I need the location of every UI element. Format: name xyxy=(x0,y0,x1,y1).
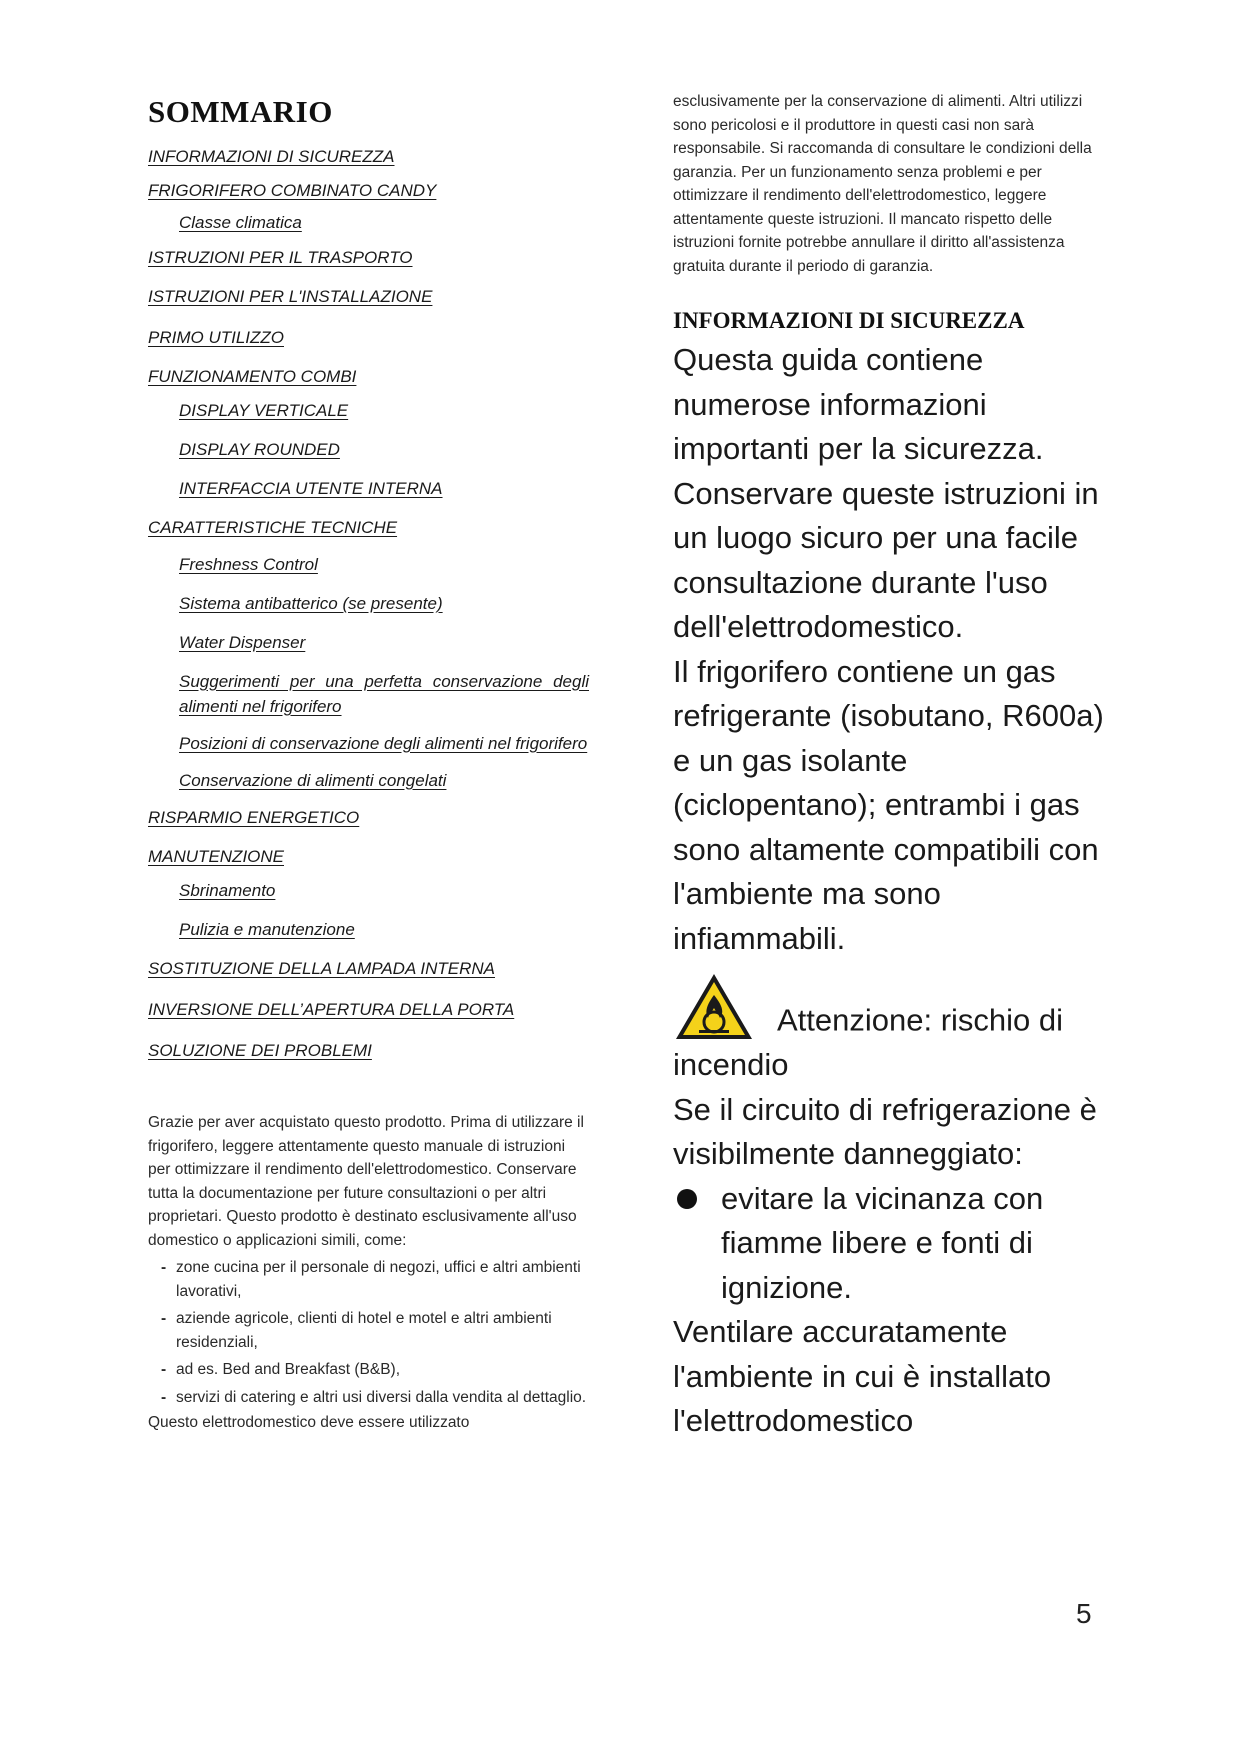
toc-item xyxy=(148,997,588,1022)
toc-link-inversione-porta[interactable]: INVERSIONE DELL’APERTURA DELLA PORTA xyxy=(148,1000,515,1019)
dash-bullet: - xyxy=(161,1388,167,1406)
continuation-paragraph: esclusivamente per la conservazione di alimenti. Altri utilizzi sono pericolosi e il produttore in questi casi non sarà responsabile. Si raccomanda di consultare le condizioni della garanzia. Per un funzionamento senza problemi e per ottimizzare il rendimento dell'elettrodomestico, leggere attentamente queste istruzioni. Il mancato rispetto delle istruzioni fornite potrebbe annullare il diritto all'assistenza gratuita durante il periodo di garanzia. xyxy=(673,93,1092,275)
warning-label: Attenzione: rischio di incendio xyxy=(673,1002,1064,1082)
list-item: - zone cucina per il personale di negozi, uffici e altri ambienti lavorativi, xyxy=(148,1256,588,1303)
dash-bullet: - xyxy=(161,1259,167,1276)
toc-item xyxy=(148,144,588,169)
circuit-text: Se il circuito di refrigerazione è visibilmente danneggiato: xyxy=(673,1091,1097,1171)
fire-warning xyxy=(673,971,1113,1088)
toc-link-informazioni-sicurezza[interactable]: INFORMAZIONI DI SICUREZZA xyxy=(148,147,395,166)
usage-list xyxy=(148,1256,588,1409)
toc-link-soluzione-problemi[interactable]: SOLUZIONE DEI PROBLEMI xyxy=(148,1041,372,1060)
intro-tail: Questo elettrodomestico deve essere utilizzato xyxy=(148,1414,470,1431)
toc-item xyxy=(148,805,588,830)
toc-link-interfaccia-utente[interactable]: INTERFACCIA UTENTE INTERNA xyxy=(179,479,443,498)
page-number: 5 xyxy=(1076,1598,1092,1629)
intro-paragraph: Grazie per aver acquistato questo prodotto. Prima di utilizzare il frigorifero, leggere attentamente questo manuale di istruzioni per ottimizzare il rendimento dell'elettrodomestico. Conservare tutta la documentazione per future consultazioni o per altri proprietari. Questo prodotto è destinato esclusivamente all'uso domestico o applicazioni simili, come: xyxy=(148,1114,584,1249)
toc-link-suggerimenti-conservazione[interactable]: Suggerimenti per una perfetta conservazione degli alimenti nel frigorifero xyxy=(179,672,589,716)
toc-item xyxy=(148,1038,588,1063)
toc-link-funzionamento-combi[interactable]: FUNZIONAMENTO COMBI xyxy=(148,367,357,386)
toc-item xyxy=(148,878,588,903)
dash-bullet: - xyxy=(161,1310,167,1327)
list-item: - ad es. Bed and Breakfast (B&B), xyxy=(148,1358,588,1382)
toc-item xyxy=(148,364,588,389)
toc-link-sbrinamento[interactable]: Sbrinamento xyxy=(179,881,276,900)
toc-item xyxy=(148,476,588,501)
list-item: evitare la vicinanza con fiamme libere e fonti di ignizione. xyxy=(673,1177,1113,1311)
toc-item xyxy=(148,768,588,793)
toc-item xyxy=(148,552,588,577)
toc-item xyxy=(148,515,588,540)
toc-link-alimenti-congelati[interactable]: Conservazione di alimenti congelati xyxy=(179,771,447,790)
toc-link-display-verticale[interactable]: DISPLAY VERTICALE xyxy=(179,401,349,420)
toc-link-installazione[interactable]: ISTRUZIONI PER L'INSTALLAZIONE xyxy=(148,287,433,306)
bullet-dot-icon xyxy=(677,1189,697,1209)
toc-item xyxy=(148,210,588,235)
table-of-contents xyxy=(148,144,588,1063)
toc-title: SOMMARIO xyxy=(148,94,333,129)
toc-item xyxy=(148,669,588,719)
toc-item xyxy=(148,284,588,309)
toc-link-sostituzione-lampada[interactable]: SOSTITUZIONE DELLA LAMPADA INTERNA xyxy=(148,959,495,978)
toc-item xyxy=(148,917,588,942)
toc-link-freshness-control[interactable]: Freshness Control xyxy=(179,555,318,574)
toc-link-frigorifero-combinato[interactable]: FRIGORIFERO COMBINATO CANDY xyxy=(148,181,437,200)
toc-item xyxy=(148,398,588,423)
toc-item xyxy=(148,630,588,655)
toc-link-risparmio-energetico[interactable]: RISPARMIO ENERGETICO xyxy=(148,808,360,827)
left-column xyxy=(148,94,588,1435)
gas-text: Il frigorifero contiene un gas refrigerante (isobutano, R600a) e un gas isolante (ciclopentano); entrambi i gas sono altamente compatibili con l'ambiente ma sono infiammabili. xyxy=(673,653,1104,956)
toc-link-caratteristiche-tecniche[interactable]: CARATTERISTICHE TECNICHE xyxy=(148,518,398,537)
toc-item xyxy=(148,245,588,270)
toc-item xyxy=(148,437,588,462)
toc-link-pulizia-manutenzione[interactable]: Pulizia e manutenzione xyxy=(179,920,355,939)
toc-link-water-dispenser[interactable]: Water Dispenser xyxy=(179,633,306,652)
toc-link-sistema-antibatterico[interactable]: Sistema antibatterico (se presente) xyxy=(179,594,443,613)
ventilate-text: Ventilare accuratamente l'ambiente in cui è installato l'elettrodomestico xyxy=(673,1314,1052,1438)
toc-item xyxy=(148,731,588,756)
list-item: - aziende agricole, clienti di hotel e motel e altri ambienti residenziali, xyxy=(148,1307,588,1354)
toc-item xyxy=(148,956,588,981)
toc-link-classe-climatica[interactable]: Classe climatica xyxy=(179,213,302,232)
toc-item xyxy=(148,325,588,350)
toc-link-manutenzione[interactable]: MANUTENZIONE xyxy=(148,847,284,866)
fire-hazard-warning-icon xyxy=(673,971,755,1043)
toc-item xyxy=(148,844,588,869)
toc-link-primo-utilizzo[interactable]: PRIMO UTILIZZO xyxy=(148,328,284,347)
dash-bullet: - xyxy=(161,1361,167,1378)
safety-text: Questa guida contiene numerose informazioni importanti per la sicurezza. Conservare queste istruzioni in un luogo sicuro per una facile consultazione durante l'uso dell'elettrodomestico. xyxy=(673,342,1099,644)
list-item: - servizi di catering e altri usi diversi dalla vendita al dettaglio. xyxy=(148,1386,588,1410)
toc-item xyxy=(148,178,588,203)
toc-link-display-rounded[interactable]: DISPLAY ROUNDED xyxy=(179,440,340,459)
intro-section xyxy=(148,1111,588,1435)
toc-link-posizioni-conservazione[interactable]: Posizioni di conservazione degli alimenti nel frigorifero xyxy=(179,734,588,753)
toc-link-trasporto[interactable]: ISTRUZIONI PER IL TRASPORTO xyxy=(148,248,413,267)
toc-item xyxy=(148,591,588,616)
right-column xyxy=(673,90,1113,1444)
safety-heading: INFORMAZIONI DI SICUREZZA xyxy=(673,308,1025,333)
